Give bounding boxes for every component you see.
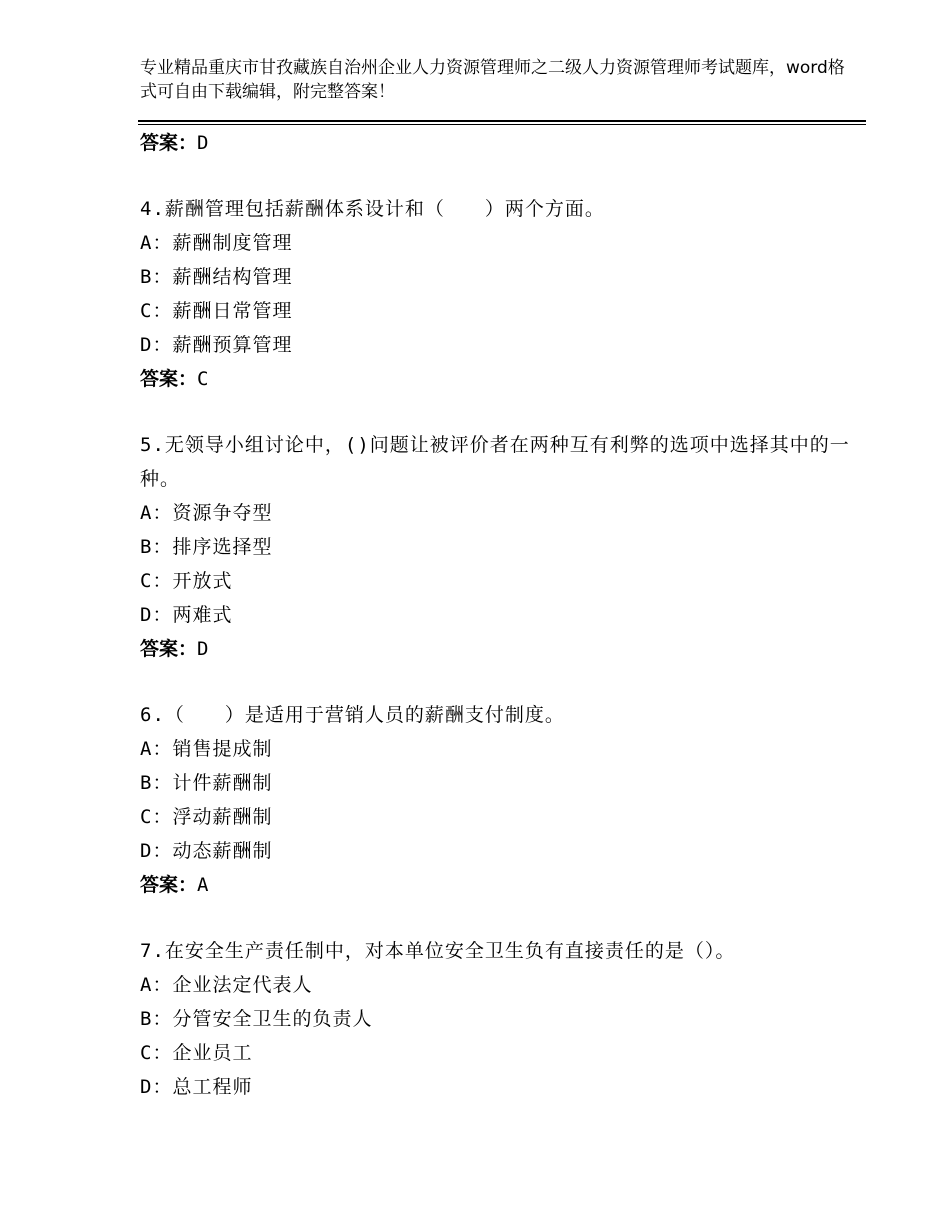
- question-stem: 5.无领导小组讨论中，()问题让被评价者在两种互有利弊的选项中选择其中的一种。: [140, 434, 850, 490]
- answer-label: 答案：: [140, 132, 198, 154]
- option-b: B：排序选择型: [140, 536, 273, 558]
- option-a: A：企业法定代表人: [140, 974, 313, 996]
- option-b: B：分管安全卫生的负责人: [140, 1008, 373, 1030]
- option-b: B：计件薪酬制: [140, 772, 273, 794]
- option-a: A：薪酬制度管理: [140, 232, 293, 254]
- header-divider-thin: [138, 124, 866, 125]
- question-list: [140, 126, 860, 1104]
- question-stem: 7.在安全生产责任制中，对本单位安全卫生负有直接责任的是（）。: [140, 940, 736, 962]
- option-a: A：资源争夺型: [140, 502, 273, 524]
- answer-line: [140, 632, 860, 666]
- answer-label: 答案：: [140, 368, 198, 390]
- answer-value: D: [197, 638, 209, 660]
- option-a: A：销售提成制: [140, 738, 273, 760]
- question-stem: 4.薪酬管理包括薪酬体系设计和（ ）两个方面。: [140, 198, 605, 220]
- answer-line: [140, 126, 860, 160]
- answer-label: 答案：: [140, 874, 198, 896]
- option-c: C：开放式: [140, 570, 233, 592]
- page-header: 专业精品重庆市甘孜藏族自治州企业人力资源管理师之二级人力资源管理师考试题库，word格式可自由下载编辑，附完整答案！: [140, 58, 845, 102]
- option-b: B：薪酬结构管理: [140, 266, 293, 288]
- option-c: C：企业员工: [140, 1042, 253, 1064]
- question-block: [140, 934, 860, 1104]
- option-c: C：浮动薪酬制: [140, 806, 273, 828]
- question-block: [140, 192, 860, 396]
- answer-value: C: [197, 368, 209, 390]
- option-d: D：薪酬预算管理: [140, 334, 293, 356]
- answer-value: D: [197, 132, 209, 154]
- question-stem: 6.（ ）是适用于营销人员的薪酬支付制度。: [140, 704, 565, 726]
- header-divider: [138, 120, 866, 122]
- option-c: C：薪酬日常管理: [140, 300, 293, 322]
- answer-line: [140, 362, 860, 396]
- answer-value: A: [197, 874, 209, 896]
- question-block: [140, 428, 860, 666]
- option-d: D：两难式: [140, 604, 233, 626]
- answer-line: [140, 868, 860, 902]
- option-d: D：总工程师: [140, 1076, 253, 1098]
- option-d: D：动态薪酬制: [140, 840, 273, 862]
- question-block: [140, 698, 860, 902]
- answer-label: 答案：: [140, 638, 198, 660]
